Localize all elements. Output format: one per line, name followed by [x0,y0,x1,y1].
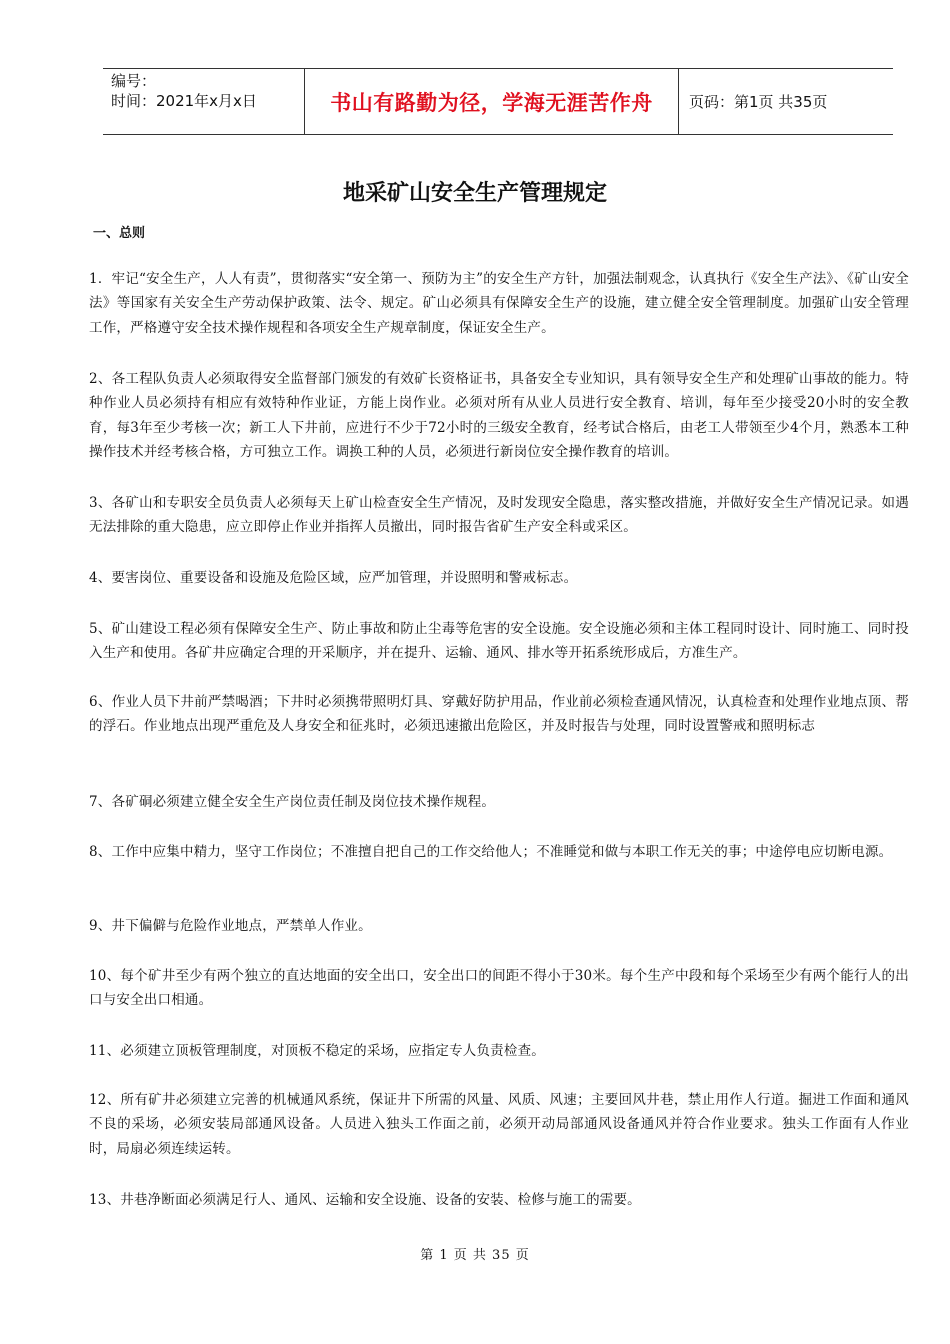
paragraph: 7、各矿硐必须建立健全安全生产岗位责任制及岗位技术操作规程。 [89,794,496,810]
paragraph: 11、必须建立顶板管理制度，对顶板不稳定的采场，应指定专人负责检查。 [89,1043,545,1059]
time-label: 时间：2021年x月x日 [111,92,257,110]
header-meta [103,69,305,134]
paragraph: 8、工作中应集中精力，坚守工作岗位；不准擅自把自己的工作交给他人；不准睡觉和做与本职工作无关的事；中途停电应切断电源。 [89,844,893,860]
document-header [103,68,893,135]
paragraph: 3、各矿山和专职安全员负责人必须每天上矿山检查安全生产情况，及时发现安全隐患，落实整改措施，并做好安全生产情况记录。如遇无法排除的重大隐患，应立即停止作业并指挥人员撤出，同时报告省矿生产安全科或采区。 [89,495,909,536]
document-title: 地采矿山安全生产管理规定 [342,180,607,206]
paragraph: 9、井下偏僻与危险作业地点，严禁单人作业。 [89,918,372,934]
paragraph: 13、井巷净断面必须满足行人、通风、运输和安全设施、设备的安装、检修与施工的需要。 [89,1192,641,1208]
paragraph: 10、每个矿井至少有两个独立的直达地面的安全出口，安全出口的间距不得小于30米。每个生产中段和每个采场至少有两个能行人的出口与安全出口相通。 [89,968,909,1009]
paragraph: 5、矿山建设工程必须有保障安全生产、防止事故和防止尘毒等危害的安全设施。安全设施必须和主体工程同时设计、同时施工、同时投入生产和使用。各矿井应确定合理的开采顺序，并在提升、运输、通风、排水等开拓系统形成后，方准生产。 [89,621,909,662]
paragraph: 12、所有矿井必须建立完善的机械通风系统，保证井下所需的风量、风质、风速；主要回风井巷，禁止用作人行道。掘进工作面和通风不良的采场，必须安装局部通风设备。人员进入独头工作面之前，必须开动局部通风设备通风并符合作业要求。独头工作面有人作业时，局扇必须连续运转。 [89,1092,909,1157]
paragraph: 6、作业人员下井前严禁喝酒；下井时必须携带照明灯具、穿戴好防护用品，作业前必须检查通风情况，认真检查和处理作业地点顶、帮的浮石。作业地点出现严重危及人身安全和征兆时，必须迅速撤出危险区，并及时报告与处理，同时设置警戒和照明标志 [89,694,909,735]
header-page-info-cell [679,69,893,134]
number-label: 编号： [111,72,157,90]
page-footer: 第 1 页 共 35 页 [420,1248,530,1263]
paragraph: 2、各工程队负责人必须取得安全监督部门颁发的有效矿长资格证书，具备安全专业知识，具有领导安全生产和处理矿山事故的能力。特种作业人员必须持有相应有效特种作业证，方能上岗作业。必须对所有从业人员进行安全教育、培训，每年至少接受20小时的安全教育，每3年至少考核一次；新工人下井前，应进行不少于72小时的三级安全教育，经考试合格后，由老工人带领至少4个月，熟悉本工种操作技术并经考核合格，方可独立工作。调换工种的人员，必须进行新岗位安全操作教育的培训。 [89,371,909,460]
header-page-info: 页码：第1页 共35页 [689,93,828,111]
paragraph: 1．牢记“安全生产，人人有责”，贯彻落实“安全第一、预防为主”的安全生产方针，加强法制观念，认真执行《安全生产法》、《矿山安全法》等国家有关安全生产劳动保护政策、法令、规定。矿山必须具有保障安全生产的设施，建立健全安全管理制度。加强矿山安全管理工作，严格遵守安全技术操作规程和各项安全生产规章制度，保证安全生产。 [89,271,909,336]
section-heading: 一、总则 [93,226,146,241]
paragraph: 4、要害岗位、重要设备和设施及危险区域，应严加管理，并设照明和警戒标志。 [89,570,578,586]
header-motto: 书山有路勤为径，学海无涯苦作舟 [330,90,653,115]
header-motto-cell [305,69,679,134]
